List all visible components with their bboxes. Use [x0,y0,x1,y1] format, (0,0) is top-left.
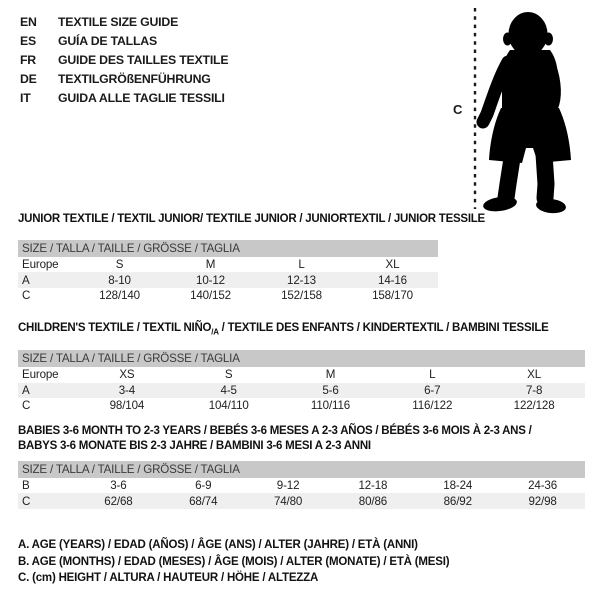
footnote-age-years: A. AGE (YEARS) / EDAD (AÑOS) / ÂGE (ANS) / ALTER (JAHRE) / ETÀ (ANNI) [18,539,418,551]
row-label: C [22,288,31,302]
value-cell: 12-13 [287,273,316,287]
value-cell: 128/140 [99,288,140,302]
table-row-height [18,493,585,508]
value-cell: 9-12 [276,479,300,493]
value-cell: 18-24 [443,479,473,493]
language-title: GUIDA ALLE TAGLIE TESSILI [58,90,225,105]
table-row-height [18,288,438,303]
value-cell: 68/74 [189,494,218,508]
value-cell: 80/86 [358,494,388,508]
value-cell: 152/158 [281,288,322,302]
size-cell: S [115,258,124,272]
size-cell: M [325,368,336,382]
value-cell: 74/80 [273,494,303,508]
language-title-list [20,12,228,107]
row-label: A [22,273,30,287]
babies-textile-section [18,424,585,509]
table-row-age-months [18,478,585,493]
legend-footnotes [18,537,449,587]
title-text: CHILDREN'S TEXTILE / TEXTIL NIÑO [18,322,212,334]
value-cell: 14-16 [378,273,407,287]
language-code: FR [20,52,36,67]
size-cell: S [224,368,233,382]
language-title: GUIDE DES TAILLES TEXTILE [58,52,229,67]
size-header-bar: SIZE / TALLA / TAILLE / GRÖSSE / TAGLIA [18,350,585,367]
babies-table-title-line1: BABIES 3-6 MONTH TO 2-3 YEARS / BEBÉS 3-6 MESES A 2-3 AÑOS / BÉBÉS 3-6 MOIS À 2-3 ANS / [18,425,532,437]
size-cell: XL [527,368,542,382]
row-label: C [22,494,31,508]
size-cell: M [205,258,216,272]
language-code: IT [20,90,31,105]
table-row-height [18,398,585,413]
measurement-figure [440,2,600,217]
value-cell: 98/104 [109,399,145,413]
value-cell: 86/92 [443,494,472,508]
value-cell: 104/110 [208,399,249,413]
value-cell: 12-18 [358,479,388,493]
value-cell: 5-6 [322,383,339,397]
language-code: DE [20,71,37,86]
value-cell: 116/122 [412,399,453,413]
title-text: / TEXTILE DES ENFANTS / KINDERTEXTIL / BAMBINI TESSILE [218,322,549,334]
measure-label-c: C [453,102,463,117]
table-row-europe [18,367,585,382]
value-cell: 140/152 [190,288,231,302]
childrens-table-title [18,321,585,339]
size-header-bar: SIZE / TALLA / TAILLE / GRÖSSE / TAGLIA [18,240,438,257]
size-cell: XL [385,258,400,272]
size-header-bar: SIZE / TALLA / TAILLE / GRÖSSE / TAGLIA [18,461,585,478]
value-cell: 7-8 [525,383,543,397]
size-cell: L [429,368,436,382]
value-cell: 122/128 [513,399,555,413]
footnote-age-months: B. AGE (MONTHS) / EDAD (MESES) / ÂGE (MOIS) / ALTER (MONATE) / ETÀ (MESI) [18,555,450,568]
row-label: A [22,383,30,397]
row-label: Europe [22,258,59,272]
language-code: ES [20,33,37,48]
size-cell: XS [119,368,135,382]
language-title: TEXTILE SIZE GUIDE [58,14,179,29]
language-title: TEXTILGRÖßENFÜHRUNG [58,71,211,86]
value-cell: 8-10 [108,273,131,287]
row-label: C [22,399,31,413]
language-code: EN [20,14,37,29]
value-cell: 110/116 [310,399,351,413]
value-cell: 3-4 [118,383,136,397]
babies-table-title-line2: BABYS 3-6 MONATE BIS 2-3 JAHRE / BAMBINI 3-6 MESI A 2-3 ANNI [18,440,371,452]
value-cell: 62/68 [104,494,133,508]
value-cell: 6-7 [424,383,441,397]
value-cell: 10-12 [196,273,225,287]
title-subscript: /A [211,327,219,337]
value-cell: 6-9 [195,479,212,493]
language-row-es [20,31,228,50]
language-row-de [20,69,228,88]
value-cell: 158/170 [372,288,413,302]
table-row-age [18,383,585,398]
language-row-it [20,88,228,107]
junior-table-title: JUNIOR TEXTILE / TEXTIL JUNIOR/ TEXTILE JUNIOR / JUNIORTEXTIL / JUNIOR TESSILE [18,213,485,225]
language-row-fr [20,50,228,69]
value-cell: 4-5 [220,383,237,397]
language-row-en [20,12,228,31]
value-cell: 92/98 [528,494,557,508]
row-label: B [22,479,30,493]
value-cell: 3-6 [110,479,127,493]
language-title: GUÍA DE TALLAS [58,33,157,48]
childrens-textile-section [18,321,585,413]
junior-textile-section [18,212,485,303]
footnote-height: C. (cm) HEIGHT / ALTURA / HAUTEUR / HÖHE / ALTEZZA [18,572,319,584]
row-label: Europe [22,368,59,382]
value-cell: 24-36 [528,479,558,493]
table-row-europe [18,257,438,272]
table-row-age [18,272,438,287]
size-cell: L [298,258,305,272]
baby-silhouette-icon [440,2,600,217]
